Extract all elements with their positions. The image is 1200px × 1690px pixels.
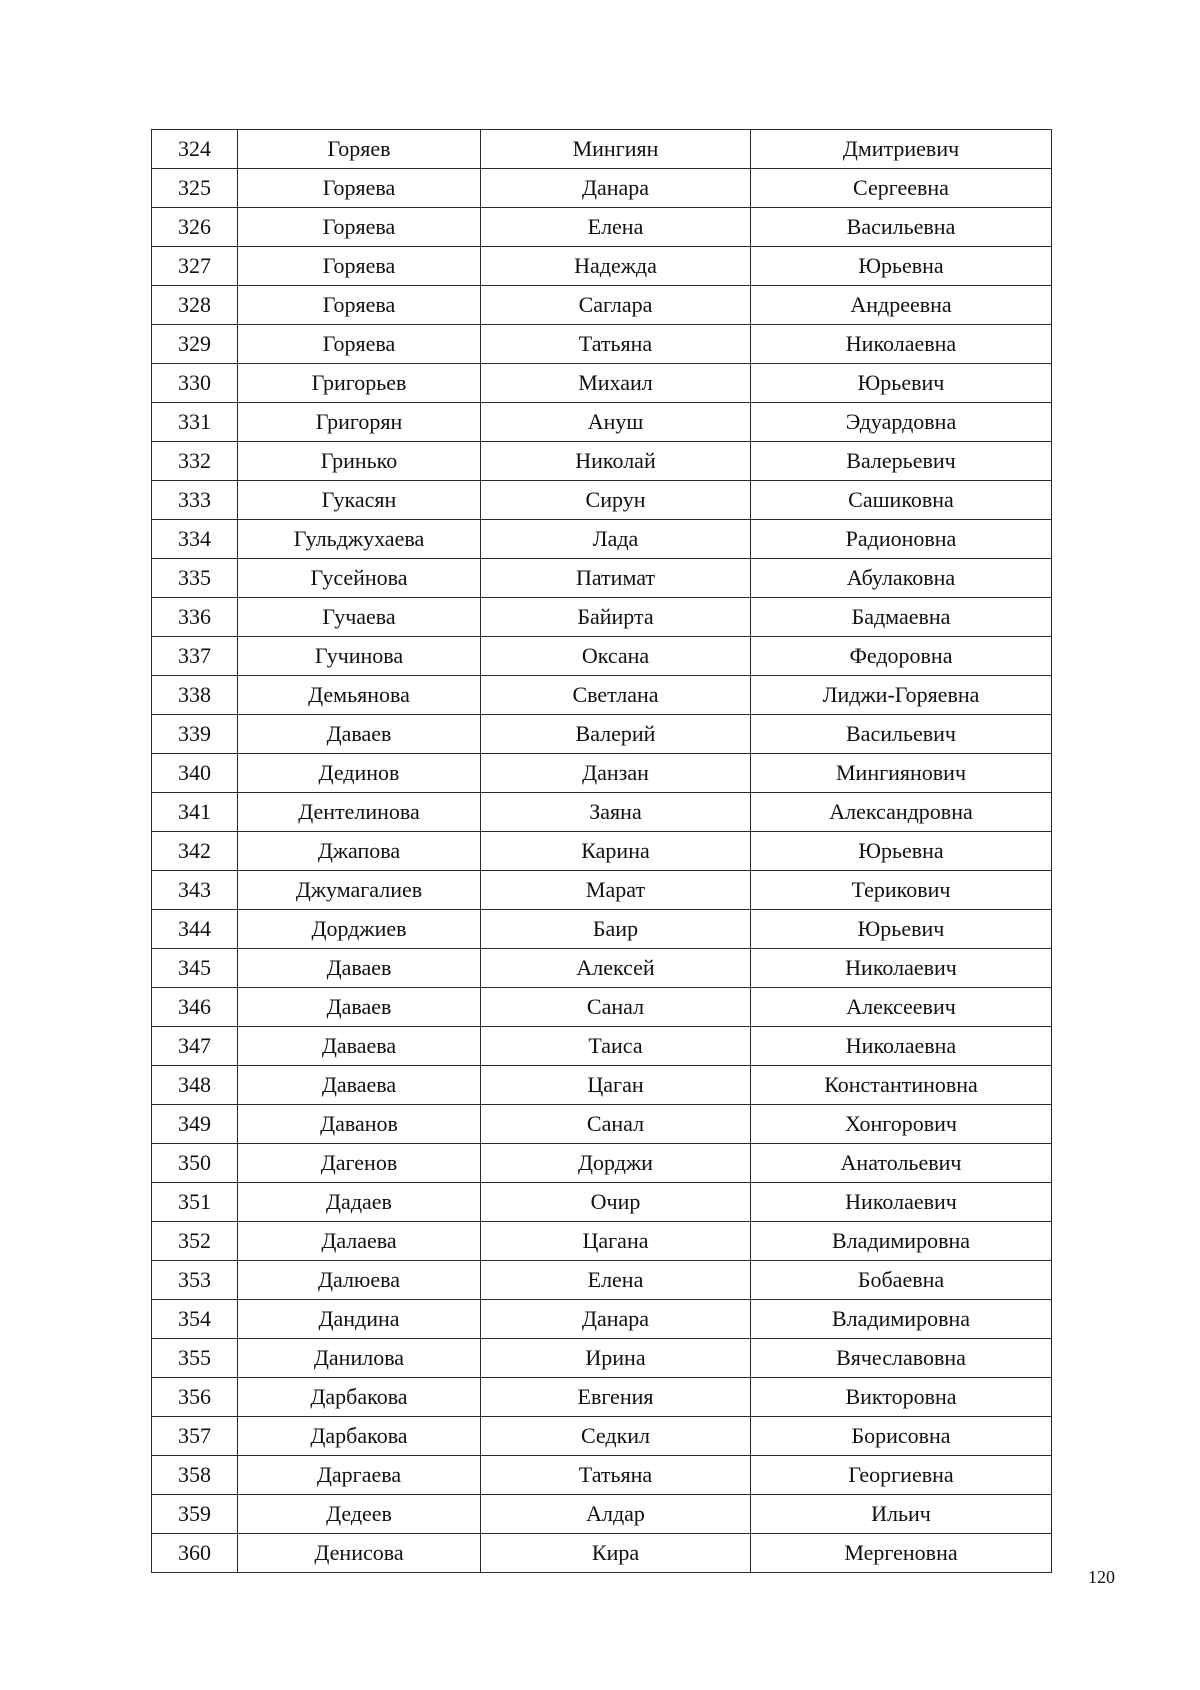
patronymic-cell: Абулаковна <box>751 559 1052 598</box>
row-number-cell: 347 <box>152 1027 238 1066</box>
row-number-cell: 359 <box>152 1495 238 1534</box>
last-name-cell: Дандина <box>238 1300 481 1339</box>
table-row <box>152 481 1052 520</box>
table-row <box>152 1378 1052 1417</box>
last-name-cell: Горяева <box>238 247 481 286</box>
patronymic-cell: Мингиянович <box>751 754 1052 793</box>
table-row <box>152 442 1052 481</box>
first-name-cell: Евгения <box>481 1378 751 1417</box>
row-number-cell: 344 <box>152 910 238 949</box>
first-name-cell: Данара <box>481 169 751 208</box>
row-number-cell: 351 <box>152 1183 238 1222</box>
last-name-cell: Данилова <box>238 1339 481 1378</box>
first-name-cell: Елена <box>481 1261 751 1300</box>
last-name-cell: Горяева <box>238 208 481 247</box>
last-name-cell: Гукасян <box>238 481 481 520</box>
row-number-cell: 326 <box>152 208 238 247</box>
patronymic-cell: Владимировна <box>751 1222 1052 1261</box>
last-name-cell: Дарбакова <box>238 1417 481 1456</box>
last-name-cell: Дорджиев <box>238 910 481 949</box>
table-body <box>152 130 1052 1573</box>
patronymic-cell: Дмитриевич <box>751 130 1052 169</box>
first-name-cell: Николай <box>481 442 751 481</box>
row-number-cell: 356 <box>152 1378 238 1417</box>
row-number-cell: 335 <box>152 559 238 598</box>
first-name-cell: Алексей <box>481 949 751 988</box>
last-name-cell: Даргаева <box>238 1456 481 1495</box>
patronymic-cell: Валерьевич <box>751 442 1052 481</box>
row-number-cell: 357 <box>152 1417 238 1456</box>
table-row <box>152 247 1052 286</box>
table-row <box>152 364 1052 403</box>
row-number-cell: 328 <box>152 286 238 325</box>
table-row <box>152 520 1052 559</box>
table-row <box>152 325 1052 364</box>
table-row <box>152 910 1052 949</box>
last-name-cell: Горяева <box>238 169 481 208</box>
table-row <box>152 793 1052 832</box>
first-name-cell: Саглара <box>481 286 751 325</box>
last-name-cell: Даванов <box>238 1105 481 1144</box>
last-name-cell: Гучинова <box>238 637 481 676</box>
patronymic-cell: Николаевна <box>751 325 1052 364</box>
first-name-cell: Валерий <box>481 715 751 754</box>
table-row <box>152 598 1052 637</box>
first-name-cell: Елена <box>481 208 751 247</box>
table-row <box>152 1222 1052 1261</box>
table-row <box>152 1261 1052 1300</box>
last-name-cell: Даваев <box>238 715 481 754</box>
row-number-cell: 340 <box>152 754 238 793</box>
last-name-cell: Григорьев <box>238 364 481 403</box>
first-name-cell: Дорджи <box>481 1144 751 1183</box>
table-row <box>152 208 1052 247</box>
last-name-cell: Горяева <box>238 286 481 325</box>
patronymic-cell: Владимировна <box>751 1300 1052 1339</box>
patronymic-cell: Константиновна <box>751 1066 1052 1105</box>
patronymic-cell: Анатольевич <box>751 1144 1052 1183</box>
row-number-cell: 350 <box>152 1144 238 1183</box>
table-row <box>152 169 1052 208</box>
row-number-cell: 341 <box>152 793 238 832</box>
first-name-cell: Санал <box>481 988 751 1027</box>
table-row <box>152 1027 1052 1066</box>
row-number-cell: 342 <box>152 832 238 871</box>
first-name-cell: Очир <box>481 1183 751 1222</box>
last-name-cell: Дединов <box>238 754 481 793</box>
first-name-cell: Данара <box>481 1300 751 1339</box>
patronymic-cell: Юрьевич <box>751 364 1052 403</box>
last-name-cell: Дарбакова <box>238 1378 481 1417</box>
row-number-cell: 352 <box>152 1222 238 1261</box>
first-name-cell: Седкил <box>481 1417 751 1456</box>
row-number-cell: 355 <box>152 1339 238 1378</box>
last-name-cell: Далаева <box>238 1222 481 1261</box>
patronymic-cell: Юрьевна <box>751 832 1052 871</box>
patronymic-cell: Викторовна <box>751 1378 1052 1417</box>
row-number-cell: 327 <box>152 247 238 286</box>
first-name-cell: Таиса <box>481 1027 751 1066</box>
last-name-cell: Джапова <box>238 832 481 871</box>
first-name-cell: Оксана <box>481 637 751 676</box>
table-row <box>152 988 1052 1027</box>
patronymic-cell: Андреевна <box>751 286 1052 325</box>
first-name-cell: Ирина <box>481 1339 751 1378</box>
row-number-cell: 354 <box>152 1300 238 1339</box>
row-number-cell: 332 <box>152 442 238 481</box>
last-name-cell: Даваева <box>238 1066 481 1105</box>
patronymic-cell: Бадмаевна <box>751 598 1052 637</box>
row-number-cell: 329 <box>152 325 238 364</box>
patronymic-cell: Николаевич <box>751 949 1052 988</box>
last-name-cell: Гринько <box>238 442 481 481</box>
patronymic-cell: Борисовна <box>751 1417 1052 1456</box>
first-name-cell: Ануш <box>481 403 751 442</box>
last-name-cell: Демьянова <box>238 676 481 715</box>
row-number-cell: 345 <box>152 949 238 988</box>
patronymic-cell: Георгиевна <box>751 1456 1052 1495</box>
patronymic-cell: Радионовна <box>751 520 1052 559</box>
table-row <box>152 1417 1052 1456</box>
patronymic-cell: Сашиковна <box>751 481 1052 520</box>
table-row <box>152 871 1052 910</box>
patronymic-cell: Бобаевна <box>751 1261 1052 1300</box>
row-number-cell: 331 <box>152 403 238 442</box>
row-number-cell: 358 <box>152 1456 238 1495</box>
patronymic-cell: Николаевна <box>751 1027 1052 1066</box>
first-name-cell: Заяна <box>481 793 751 832</box>
table-row <box>152 1105 1052 1144</box>
first-name-cell: Карина <box>481 832 751 871</box>
table-row <box>152 286 1052 325</box>
last-name-cell: Горяев <box>238 130 481 169</box>
first-name-cell: Лада <box>481 520 751 559</box>
row-number-cell: 346 <box>152 988 238 1027</box>
patronymic-cell: Алексеевич <box>751 988 1052 1027</box>
row-number-cell: 336 <box>152 598 238 637</box>
table-row <box>152 676 1052 715</box>
table-row <box>152 754 1052 793</box>
first-name-cell: Михаил <box>481 364 751 403</box>
table-row <box>152 1144 1052 1183</box>
last-name-cell: Гусейнова <box>238 559 481 598</box>
patronymic-cell: Васильевич <box>751 715 1052 754</box>
row-number-cell: 343 <box>152 871 238 910</box>
last-name-cell: Дагенов <box>238 1144 481 1183</box>
patronymic-cell: Сергеевна <box>751 169 1052 208</box>
first-name-cell: Цагана <box>481 1222 751 1261</box>
table-row <box>152 637 1052 676</box>
last-name-cell: Далюева <box>238 1261 481 1300</box>
table-row <box>152 403 1052 442</box>
row-number-cell: 349 <box>152 1105 238 1144</box>
last-name-cell: Даваева <box>238 1027 481 1066</box>
last-name-cell: Даваев <box>238 949 481 988</box>
last-name-cell: Гучаева <box>238 598 481 637</box>
row-number-cell: 338 <box>152 676 238 715</box>
last-name-cell: Денисова <box>238 1534 481 1573</box>
table-row <box>152 1495 1052 1534</box>
first-name-cell: Цаган <box>481 1066 751 1105</box>
row-number-cell: 334 <box>152 520 238 559</box>
patronymic-cell: Мергеновна <box>751 1534 1052 1573</box>
row-number-cell: 353 <box>152 1261 238 1300</box>
last-name-cell: Гульджухаева <box>238 520 481 559</box>
patronymic-cell: Юрьевич <box>751 910 1052 949</box>
names-table <box>151 129 1052 1573</box>
first-name-cell: Светлана <box>481 676 751 715</box>
page-number: 120 <box>1088 1567 1115 1587</box>
patronymic-cell: Терикович <box>751 871 1052 910</box>
last-name-cell: Горяева <box>238 325 481 364</box>
table-row <box>152 559 1052 598</box>
table-row <box>152 130 1052 169</box>
patronymic-cell: Николаевич <box>751 1183 1052 1222</box>
table-row <box>152 949 1052 988</box>
row-number-cell: 325 <box>152 169 238 208</box>
row-number-cell: 337 <box>152 637 238 676</box>
last-name-cell: Дедеев <box>238 1495 481 1534</box>
first-name-cell: Патимат <box>481 559 751 598</box>
last-name-cell: Джумагалиев <box>238 871 481 910</box>
last-name-cell: Дадаев <box>238 1183 481 1222</box>
last-name-cell: Григорян <box>238 403 481 442</box>
first-name-cell: Сирун <box>481 481 751 520</box>
first-name-cell: Алдар <box>481 1495 751 1534</box>
row-number-cell: 339 <box>152 715 238 754</box>
patronymic-cell: Александровна <box>751 793 1052 832</box>
table-row <box>152 1534 1052 1573</box>
first-name-cell: Байирта <box>481 598 751 637</box>
first-name-cell: Марат <box>481 871 751 910</box>
first-name-cell: Данзан <box>481 754 751 793</box>
patronymic-cell: Лиджи-Горяевна <box>751 676 1052 715</box>
table-row <box>152 1339 1052 1378</box>
first-name-cell: Надежда <box>481 247 751 286</box>
table-row <box>152 1300 1052 1339</box>
table-row <box>152 1183 1052 1222</box>
patronymic-cell: Федоровна <box>751 637 1052 676</box>
row-number-cell: 333 <box>152 481 238 520</box>
first-name-cell: Татьяна <box>481 1456 751 1495</box>
patronymic-cell: Васильевна <box>751 208 1052 247</box>
row-number-cell: 330 <box>152 364 238 403</box>
row-number-cell: 348 <box>152 1066 238 1105</box>
table-row <box>152 715 1052 754</box>
row-number-cell: 324 <box>152 130 238 169</box>
patronymic-cell: Ильич <box>751 1495 1052 1534</box>
last-name-cell: Даваев <box>238 988 481 1027</box>
first-name-cell: Кира <box>481 1534 751 1573</box>
patronymic-cell: Эдуардовна <box>751 403 1052 442</box>
first-name-cell: Баир <box>481 910 751 949</box>
last-name-cell: Дентелинова <box>238 793 481 832</box>
first-name-cell: Татьяна <box>481 325 751 364</box>
table-row <box>152 1456 1052 1495</box>
table-row <box>152 1066 1052 1105</box>
row-number-cell: 360 <box>152 1534 238 1573</box>
first-name-cell: Мингиян <box>481 130 751 169</box>
table-row <box>152 832 1052 871</box>
first-name-cell: Санал <box>481 1105 751 1144</box>
patronymic-cell: Юрьевна <box>751 247 1052 286</box>
patronymic-cell: Вячеславовна <box>751 1339 1052 1378</box>
patronymic-cell: Хонгорович <box>751 1105 1052 1144</box>
